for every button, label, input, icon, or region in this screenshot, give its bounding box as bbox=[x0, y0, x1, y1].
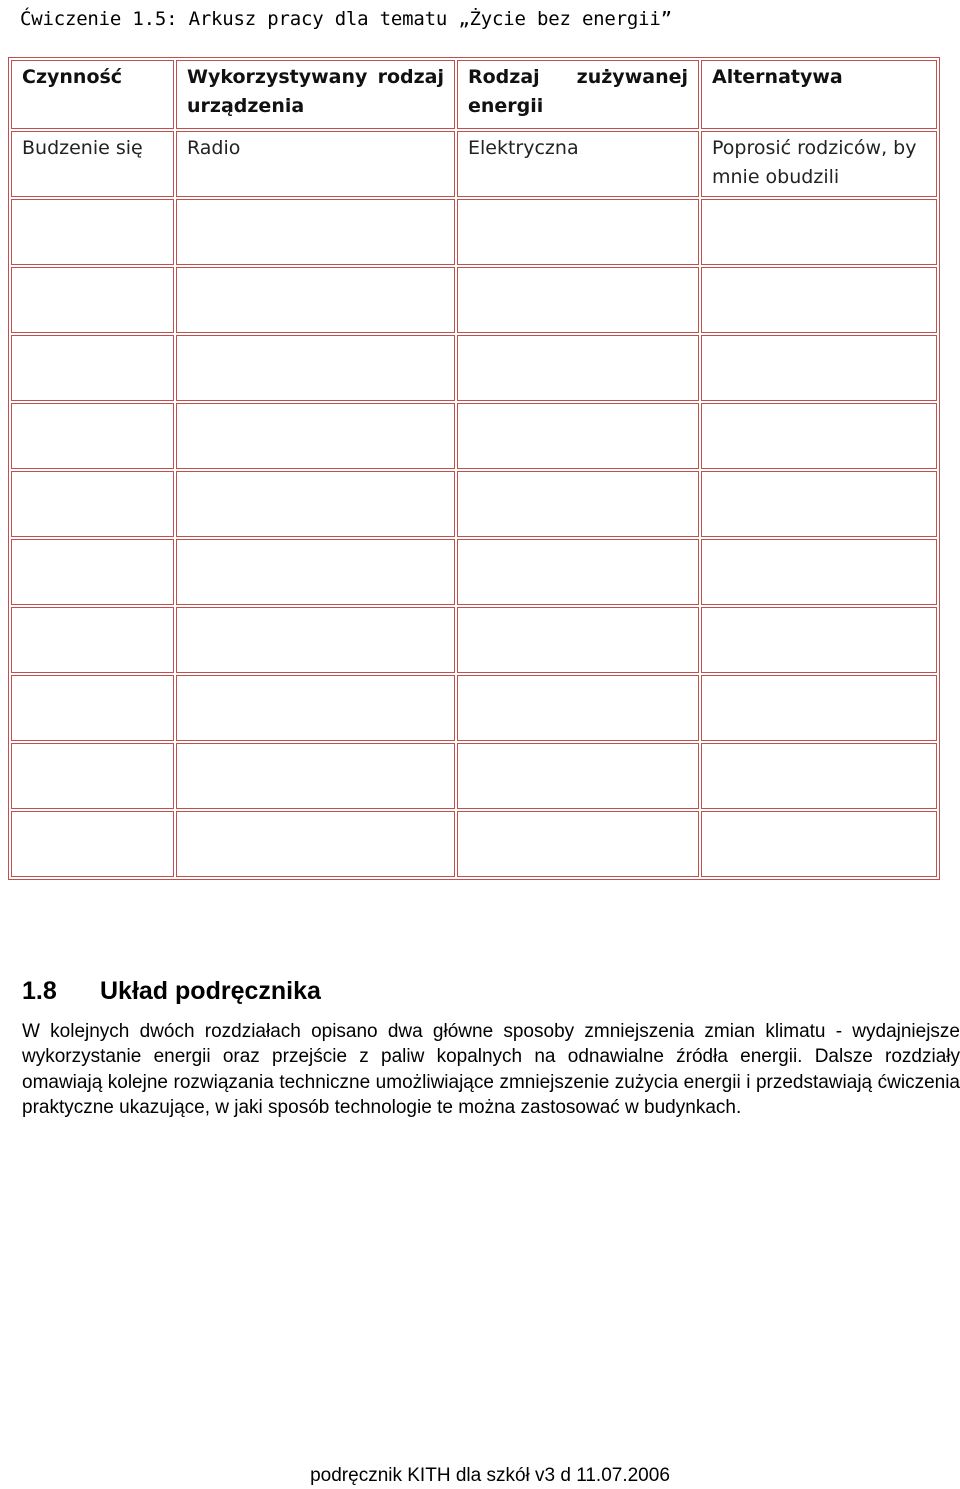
cell-alternative: Poprosić rodziców, by mnie obudzili bbox=[701, 131, 937, 197]
blank-cell[interactable] bbox=[701, 743, 937, 809]
blank-cell[interactable] bbox=[11, 539, 174, 605]
blank-cell[interactable] bbox=[457, 539, 699, 605]
table-row-blank bbox=[11, 607, 937, 673]
table-row-example bbox=[11, 131, 937, 197]
blank-cell[interactable] bbox=[701, 267, 937, 333]
blank-cell[interactable] bbox=[176, 335, 455, 401]
blank-cell[interactable] bbox=[11, 675, 174, 741]
table-row-blank bbox=[11, 811, 937, 877]
blank-cell[interactable] bbox=[176, 403, 455, 469]
page-footer: podręcznik KITH dla szkół v3 d 11.07.2006 bbox=[310, 1465, 670, 1486]
blank-cell[interactable] bbox=[701, 607, 937, 673]
header-energy-type: Rodzaj zużywanej energii bbox=[457, 60, 699, 129]
blank-cell[interactable] bbox=[457, 811, 699, 877]
blank-cell[interactable] bbox=[457, 267, 699, 333]
blank-cell[interactable] bbox=[457, 743, 699, 809]
blank-cell[interactable] bbox=[11, 199, 174, 265]
header-alternative: Alternatywa bbox=[701, 60, 937, 129]
table-row-blank bbox=[11, 539, 937, 605]
blank-cell[interactable] bbox=[457, 335, 699, 401]
blank-cell[interactable] bbox=[701, 539, 937, 605]
page-title: Ćwiczenie 1.5: Arkusz pracy dla tematu „Życie bez energii” bbox=[20, 8, 672, 30]
section-heading bbox=[22, 975, 321, 1007]
blank-cell[interactable] bbox=[176, 267, 455, 333]
blank-cell[interactable] bbox=[176, 675, 455, 741]
table-row-blank bbox=[11, 199, 937, 265]
table-header-row bbox=[11, 60, 937, 129]
blank-cell[interactable] bbox=[176, 607, 455, 673]
section-paragraph: W kolejnych dwóch rozdziałach opisano dwa główne sposoby zmniejszenia zmian klimatu - wydajniejsze wykorzystanie energii oraz przejście z paliw kopalnych na odnawialne źródła energii. Dalsze rozdziały omawiają kolejne rozwiązania techniczne umożliwiające zmniejszenie zużycia energii i przedstawiają ćwiczenia praktyczne ukazujące, w jaki sposób technologie te można zastosować w budynkach. bbox=[22, 1021, 960, 1118]
blank-cell[interactable] bbox=[11, 267, 174, 333]
blank-cell[interactable] bbox=[176, 539, 455, 605]
blank-cell[interactable] bbox=[11, 403, 174, 469]
blank-cell[interactable] bbox=[701, 403, 937, 469]
table-row-blank bbox=[11, 675, 937, 741]
header-device-type: Wykorzystywany rodzaj urządzenia bbox=[176, 60, 455, 129]
table-row-blank bbox=[11, 335, 937, 401]
blank-cell[interactable] bbox=[701, 675, 937, 741]
blank-cell[interactable] bbox=[176, 811, 455, 877]
cell-activity: Budzenie się bbox=[11, 131, 174, 197]
table-row-blank bbox=[11, 743, 937, 809]
blank-cell[interactable] bbox=[457, 199, 699, 265]
blank-cell[interactable] bbox=[457, 607, 699, 673]
blank-cell[interactable] bbox=[11, 607, 174, 673]
section-number: 1.8 bbox=[22, 977, 57, 1005]
blank-cell[interactable] bbox=[701, 199, 937, 265]
worksheet-table bbox=[8, 57, 940, 880]
blank-cell[interactable] bbox=[701, 471, 937, 537]
blank-cell[interactable] bbox=[701, 335, 937, 401]
table-row-blank bbox=[11, 403, 937, 469]
cell-device: Radio bbox=[176, 131, 455, 197]
cell-energy: Elektryczna bbox=[457, 131, 699, 197]
blank-cell[interactable] bbox=[11, 335, 174, 401]
blank-cell[interactable] bbox=[457, 403, 699, 469]
blank-cell[interactable] bbox=[11, 743, 174, 809]
blank-cell[interactable] bbox=[701, 811, 937, 877]
blank-cell[interactable] bbox=[176, 743, 455, 809]
blank-cell[interactable] bbox=[176, 471, 455, 537]
table-row-blank bbox=[11, 471, 937, 537]
blank-cell[interactable] bbox=[11, 811, 174, 877]
section-title: Układ podręcznika bbox=[100, 977, 321, 1005]
blank-cell[interactable] bbox=[176, 199, 455, 265]
blank-cell[interactable] bbox=[457, 675, 699, 741]
header-activity: Czynność bbox=[11, 60, 174, 129]
blank-cell[interactable] bbox=[457, 471, 699, 537]
blank-cell[interactable] bbox=[11, 471, 174, 537]
table-row-blank bbox=[11, 267, 937, 333]
